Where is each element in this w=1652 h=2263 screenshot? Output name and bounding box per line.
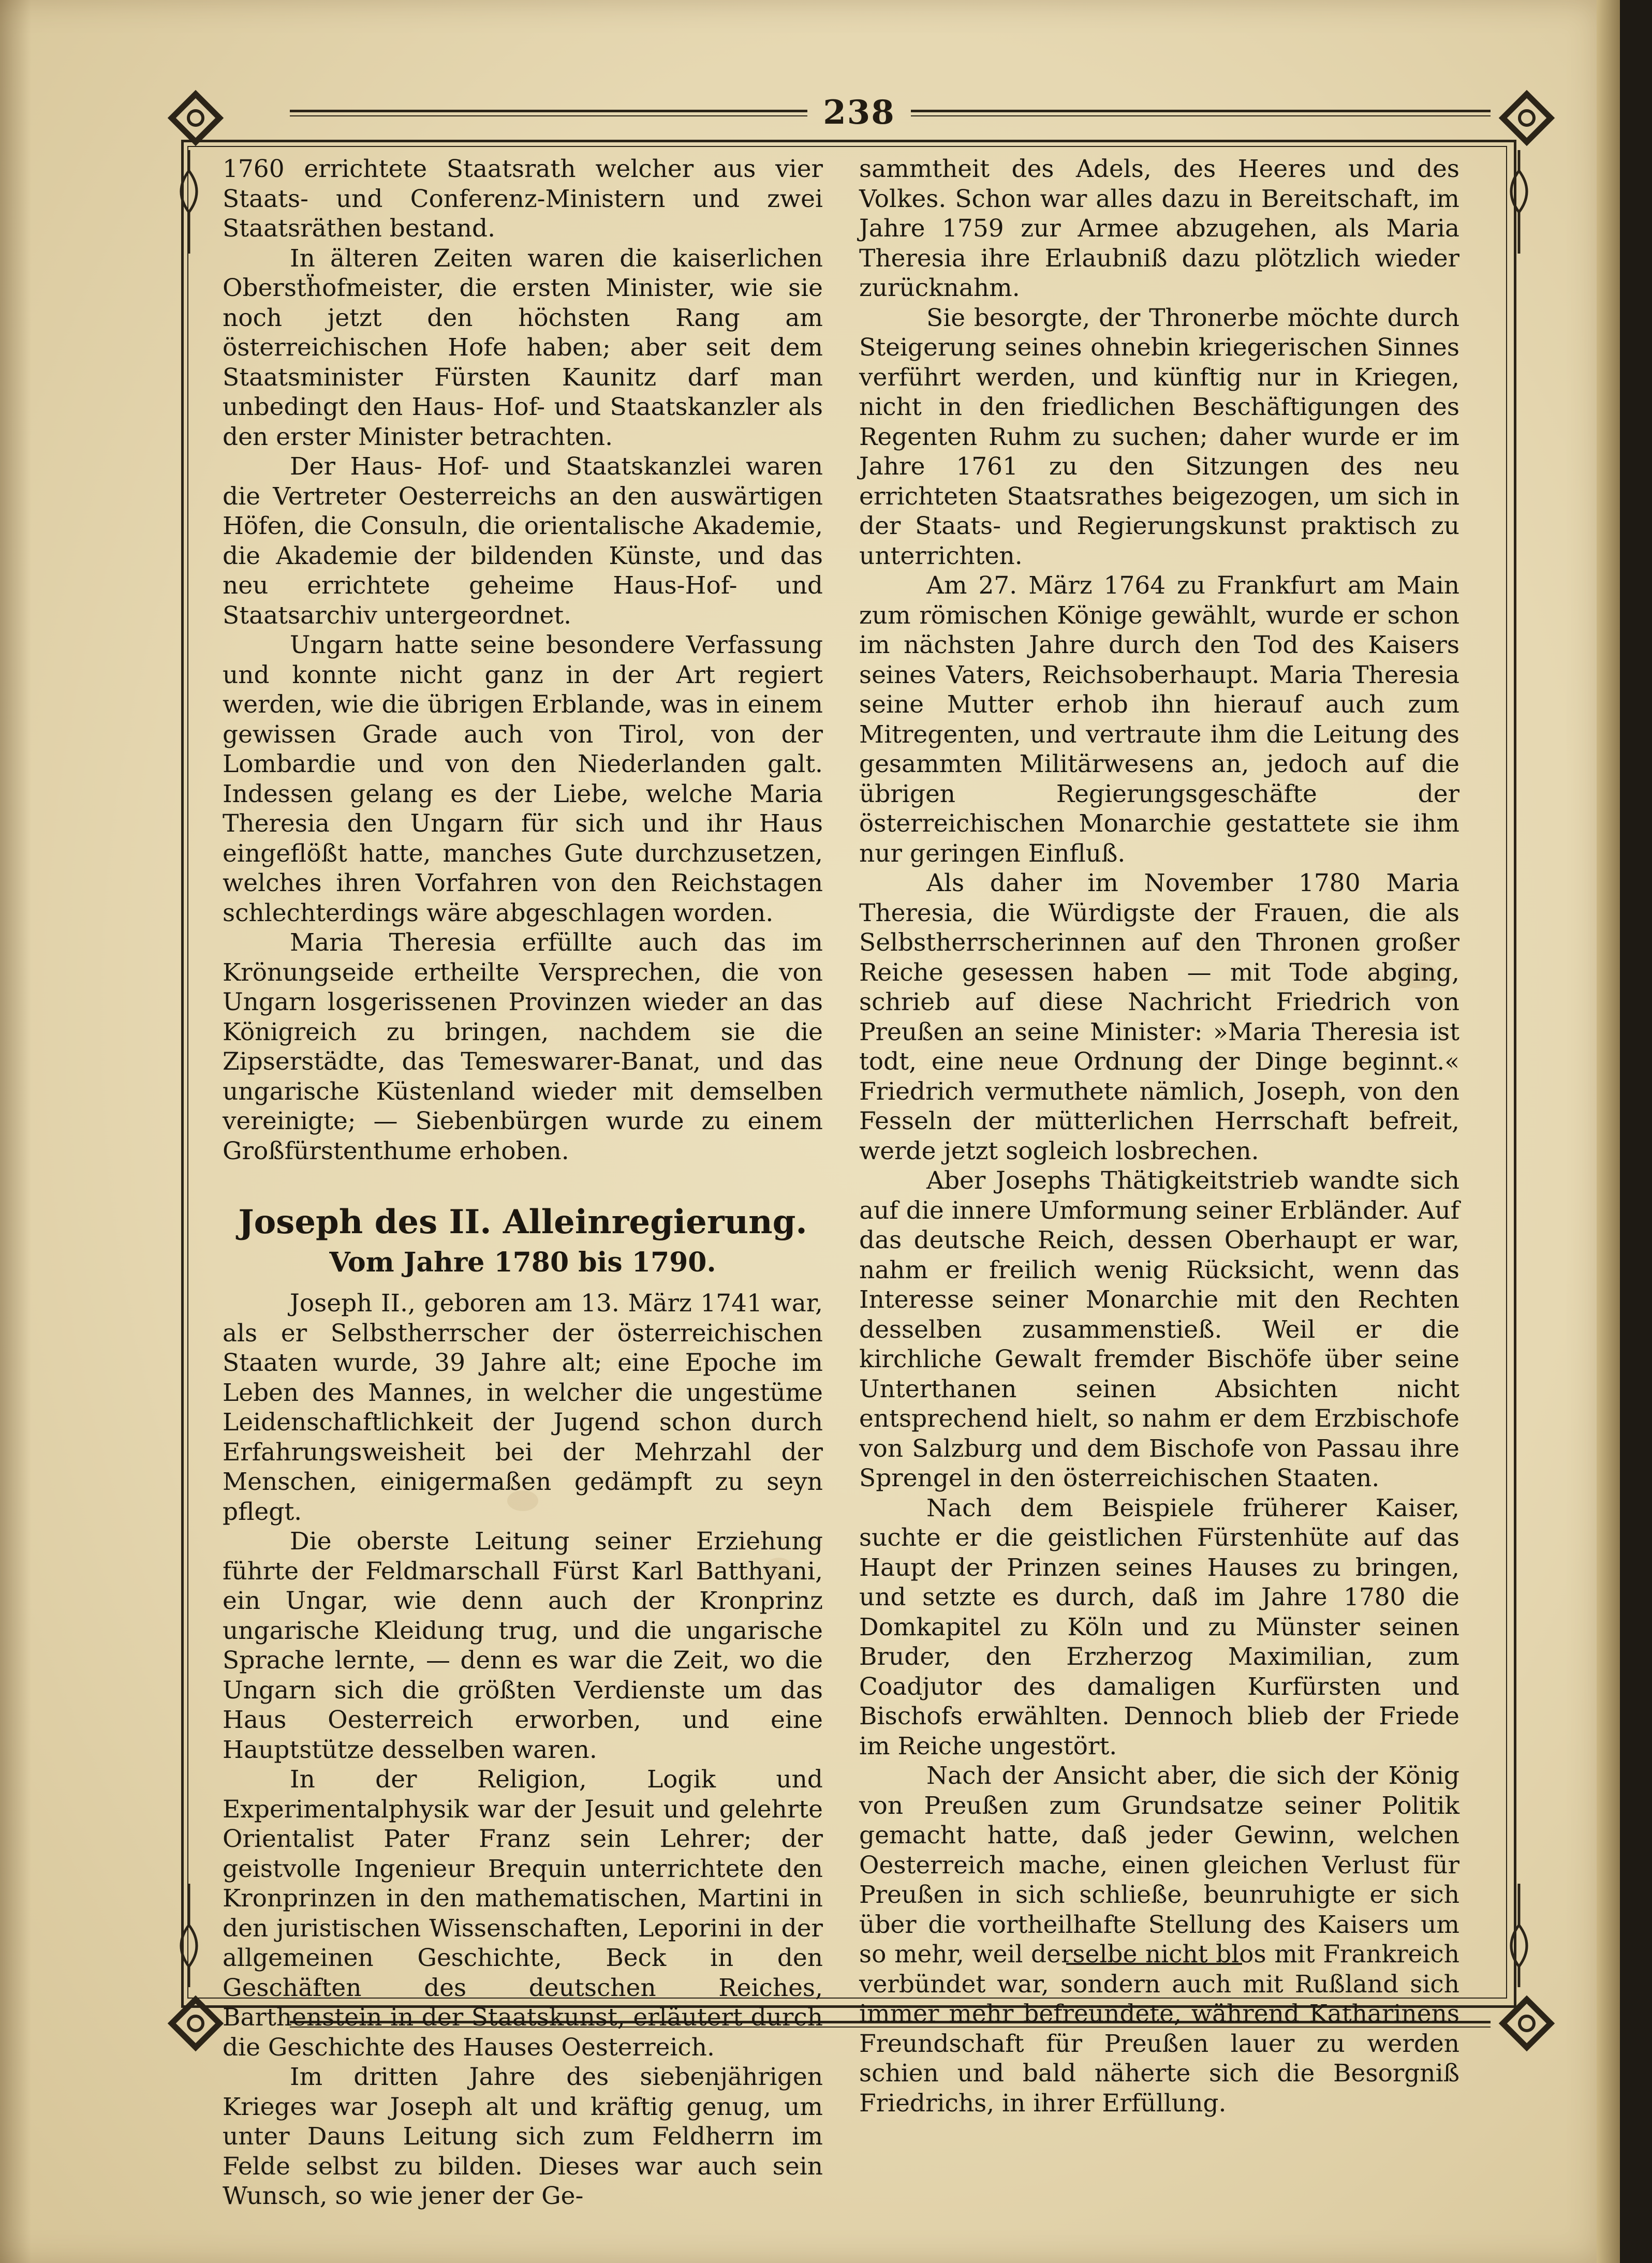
side-ornament-icon	[1501, 150, 1537, 254]
section-heading: Joseph des II. Alleinregierung.	[238, 1203, 807, 1241]
paragraph: Nach dem Beispiele früherer Kaiser, suchte er die geistlichen Fürstenhüte auf das Haupt der Prinzen seines Hauses zu bringen, und setzte es durch, daß im Jahre 1780 die Domkapitel zu Köln und zu Münster seinen Bruder, den Erzherzog Maximilian, zum Coadjutor des damaligen Kurfürsten und Bischofs erwählten. Dennoch blieb der Friede im Reiche ungestört.	[859, 1493, 1459, 1761]
corner-ornament-icon	[1496, 1992, 1558, 2054]
end-rule	[1066, 1963, 1242, 1965]
corner-ornament-icon	[1496, 87, 1558, 149]
corner-ornament-icon	[165, 87, 227, 149]
corner-ornament-icon	[165, 1992, 227, 2054]
paragraph: Im dritten Jahre des siebenjährigen Krieges war Joseph alt und kräftig genug, um unter Dauns Leitung sich zum Feldherrn im Felde selbst zu bilden. Dieses war auch sein Wunsch, so wie jener der Ge-	[223, 2063, 823, 2210]
paragraph: sammtheit des Adels, des Heeres und des Volkes. Schon war alles dazu in Bereitschaft, im Jahre 1759 zur Armee abzugehen, als Maria Theresia ihre Erlaubniß dazu plötzlich wieder zurücknahm.	[859, 155, 1459, 302]
paragraph: 1760 errichtete Staatsrath welcher aus vier Staats- und Conferenz-Ministern und zwei Staatsräthen bestand.	[223, 155, 823, 243]
paragraph: Als daher im November 1780 Maria Theresia, die Würdigste der Frauen, die als Selbstherrscherinnen auf den Thronen großer Reiche gesessen haben — mit Tode abging, schrieb auf diese Nachricht Friedrich von Preußen an seine Minister: »Maria Theresia ist todt, eine neue Ordnung der Dinge beginnt.« Friedrich vermuthete nämlich, Joseph, von den Fesseln der mütterlichen Herrschaft befreit, werde jetzt sogleich losbrechen.	[859, 869, 1459, 1165]
paragraph: Maria Theresia erfüllte auch das im Krönungseide ertheilte Versprechen, die von Ungarn losgerissenen Provinzen wieder an das Königreich zu bringen, nachdem sie die Zipserstädte, das Temeswarer-Banat, und das ungarische Küstenland wieder mit demselben vereinigte; — Siebenbürgen wurde zu einem Großfürstenthume erhoben.	[223, 928, 823, 1165]
side-ornament-icon	[171, 1884, 207, 1987]
page-edge	[1597, 0, 1620, 2263]
paragraph: Joseph II., geboren am 13. März 1741 war, als er Selbstherrscher der österreichischen Staaten wurde, 39 Jahre alt; eine Epoche im Leben des Mannes, in welcher die ungestüme Leidenschaftlichkeit der Jugend schon durch Erfahrungsweisheit bei der Mehrzahl der Menschen, einigermaßen gedämpft zu seyn pflegt.	[223, 1289, 823, 1526]
paragraph: In der Religion, Logik und Experimentalphysik war der Jesuit und gelehrte Orientalist Pater Franz sein Lehrer; der geistvolle Ingenieur Brequin unterrichtete den Kronprinzen in den mathematischen, Martini in den juristischen Wissenschaften, Leporini in der allgemeinen Geschichte, Beck in den Geschäften des deutschen Reiches, Barthenstein in der Staatskunst, erläutert durch die Geschichte des Hauses Oesterreich.	[223, 1765, 823, 2062]
paragraph: Die oberste Leitung seiner Erziehung führte der Feldmarschall Fürst Karl Batthyani, ein Ungar, wie denn auch der Kronprinz ungarische Kleidung trug, und die ungarische Sprache lernte, — denn es war die Zeit, wo die Ungarn sich die größten Verdienste um das Haus Oesterreich erworben, und eine Hauptstütze desselben waren.	[223, 1527, 823, 1764]
header-rule-left	[290, 110, 807, 116]
paragraph: Sie besorgte, der Thronerbe möchte durch Steigerung seines ohnebin kriegerischen Sinnes verführt werden, und künftig nur in Kriegen, nicht in den friedlichen Beschäftigungen des Regenten Ruhm zu suchen; daher wurde er im Jahre 1761 zu den Sitzungen des neu errichteten Staatsrathes beigezogen, um sich in der Staats- und Regierungskunst praktisch zu unterrichten.	[859, 303, 1459, 570]
side-ornament-icon	[171, 150, 207, 254]
paragraph: Ungarn hatte seine besondere Verfassung und konnte nicht ganz in der Art regiert werden, wie die übrigen Erblande, was in einem gewissen Grade auch von Tirol, von der Lombardie und von den Niederlanden galt. Indessen gelang es der Liebe, welche Maria Theresia den Ungarn für sich und ihr Haus eingeflößt hatte, manches Gute durchzusetzen, welches ihren Vorfahren von den Reichstagen schlechterdings wäre abgeschlagen worden.	[223, 631, 823, 927]
section-subheading: Vom Jahre 1780 bis 1790.	[329, 1246, 716, 1278]
paragraph: Am 27. März 1764 zu Frankfurt am Main zum römischen Könige gewählt, wurde er schon im nächsten Jahre durch den Tod des Kaisers seines Vaters, Reichsoberhaupt. Maria Theresia seine Mutter erhob ihn hierauf auch zum Mitregenten, und vertraute ihm die Leitung des gesammten Militärwesens an, jedoch auf die übrigen Regierungsgeschäfte der österreichischen Monarchie gestattete sie ihm nur geringen Einfluß.	[859, 571, 1459, 868]
paragraph: Der Haus- Hof- und Staatskanzlei waren die Vertreter Oesterreichs an den auswärtigen Höfen, die Consuln, die orientalische Akademie, die Akademie der bildenden Künste, und das neu errichtete geheime Haus-Hof- und Staatsarchiv untergeordnet.	[223, 452, 823, 630]
page-number: 238	[823, 93, 895, 132]
paragraph: Nach der Ansicht aber, die sich der König von Preußen zum Grundsatze seiner Politik gemacht hatte, daß jeder Gewinn, welchen Oesterreich mache, einen gleichen Verlust für Preußen in sich schließe, beunruhigte er sich über die vortheilhafte Stellung des Kaisers um so mehr, weil derselbe nicht blos mit Frankreich verbündet war, sondern auch mit Rußland sich immer mehr befreundete, während Katharinens Freundschaft für Preußen lauer zu werden schien und bald näherte sich die Besorgniß Friedrichs, in ihrer Erfüllung.	[859, 1762, 1459, 2118]
right-column	[859, 154, 1459, 2118]
paragraph: Aber Josephs Thätigkeitstrieb wandte sich auf die innere Umformung seiner Erbländer. Auf das deutsche Reich, dessen Oberhaupt er war, nahm er freilich wenig Rücksicht, wenn das Interesse seiner Monarchie mit den Rechten desselben zusammenstieß. Weil er die kirchliche Gewalt fremder Bischöfe über seine Unterthanen seinen Absichten nicht entsprechend hielt, so nahm er dem Erzbischofe von Salzburg und dem Bischofe von Passau ihre Sprengel in den österreichischen Staaten.	[859, 1166, 1459, 1492]
spine-shadow	[0, 0, 31, 2263]
left-column	[223, 154, 823, 2211]
side-ornament-icon	[1501, 1884, 1537, 1987]
paragraph: In älteren Zeiten waren die kaiserlichen Oberstḧofmeister, die ersten Minister, wie sie noch jetzt den höchsten Rang am österreichischen Hofe haben; aber seit dem Staatsminister Fürsten Kaunitz darf man unbedingt den Haus- Hof- und Staatskanzler als den erster Minister betrachten.	[223, 244, 823, 451]
header-rule-right	[911, 110, 1491, 116]
